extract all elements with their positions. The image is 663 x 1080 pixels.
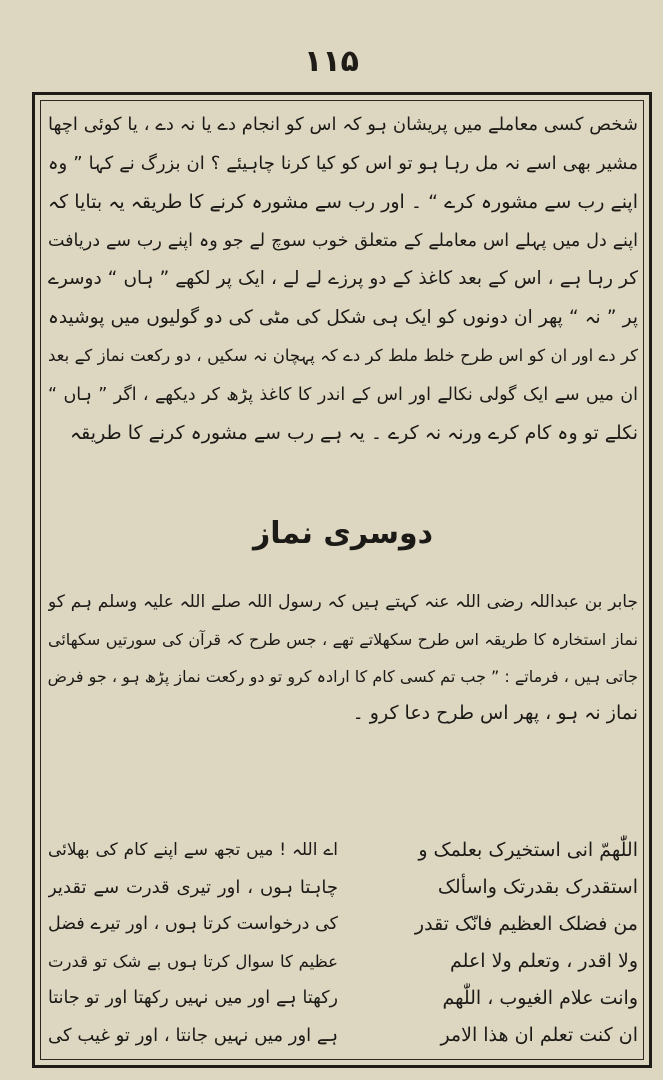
arabic-line: اللّٰھمّ انی استخیرک بعلمک و: [418, 839, 638, 861]
text-line: کر رہا ہے ، اس کے بعد کاغذ کے دو پرزے لے لے ، ایک پر لکھے ” ہاں “ دوسرے: [48, 268, 638, 289]
translation-line: رکھتا ہے اور میں نہیں رکھتا اور تو جانتا: [48, 988, 338, 1008]
page-number: ١١۵: [304, 44, 359, 79]
text-line: نکلے تو وہ کام کرے ورنہ نہ کرے ۔ یہ ہے رب سے مشورہ کرنے کا طریقہ: [70, 422, 638, 444]
dua-section: [48, 832, 638, 1054]
translation-line: کی درخواست کرتا ہوں ، اور تیرے فضل: [48, 914, 338, 934]
section-heading: دوسری نماز: [252, 516, 434, 551]
translation-line: اے اللہ ! میں تجھ سے اپنے کام کی بھلائی: [48, 840, 338, 860]
translation-line: چاہتا ہوں ، اور تیری قدرت سے تقدیر: [48, 877, 338, 898]
text-line: اپنے رب سے مشورہ کرے “ ۔ اور رب سے مشورہ کرنے کا طریقہ یہ بتایا کہ: [48, 191, 638, 213]
dua-arabic-column: [348, 832, 638, 1054]
arabic-line: ان کنت تعلم ان ھذا الامر: [440, 1024, 638, 1046]
text-line: جاتی ہیں ، فرماتے : ” جب تم کسی کام کا ارادہ کرو تو دو رکعت نماز پڑھ ہو ، جو فرض: [48, 667, 638, 686]
text-line: ان میں سے ایک گولی نکالے اور اس کے اندر کا کاغذ پڑھ کر دیکھے ، اگر ” ہاں “: [48, 384, 638, 405]
translation-line: ہے اور میں نہیں جانتا ، اور تو غیب کی: [48, 1025, 338, 1046]
text-line: شخص کسی معاملے میں پریشان ہو کہ اس کو انجام دے یا نہ دے ، یا کوئی اچھا: [48, 114, 638, 135]
arabic-line: استقدرک بقدرتک واسألک: [437, 876, 638, 898]
translation-line: عظیم کا سوال کرتا ہوں بے شک تو قدرت: [48, 952, 338, 971]
arabic-line: ولا اقدر ، وتعلم ولا اعلم: [450, 950, 638, 972]
paragraph-hadith: [48, 584, 638, 732]
paragraph-istikhara-method: [48, 106, 638, 453]
text-line: نماز استخارہ کا طریقہ اس طرح سکھلاتے تھے ، جس طرح کہ قرآن کی سورتیں سکھائی: [48, 630, 638, 649]
arabic-line: وانت علام الغیوب ، اللّٰھم: [442, 987, 638, 1009]
text-line: پر ” نہ “ پھر ان دونوں کو ایک ہی شکل کی مٹی کی دو گولیوں میں پوشیدہ: [48, 306, 638, 328]
text-line: کر دے اور ان کو اس طرح خلط ملط کر دے کہ پہچان نہ سکیں ، دو رکعت نماز کے بعد: [48, 346, 638, 365]
text-line: نماز نہ ہو ، پھر اس طرح دعا کرو ۔: [352, 702, 638, 724]
dua-translation-column: [48, 832, 338, 1054]
text-line: مشیر بھی اسے نہ مل رہا ہو تو اس کو کیا کرنا چاہیئے ؟ ان بزرگ نے کہا ” وہ: [48, 152, 638, 174]
text-line: جابر بن عبداللہ رضی اللہ عنہ کہتے ہیں کہ رسول اللہ صلے اللہ علیہ وسلم ہم کو: [48, 592, 638, 612]
text-line: اپنے دل میں پہلے اس معاملے کے متعلق خوب سوچ لے جو وہ اپنے رب سے دریافت: [48, 230, 638, 251]
arabic-line: من فضلک العظیم فانّک تقدر: [414, 913, 638, 935]
